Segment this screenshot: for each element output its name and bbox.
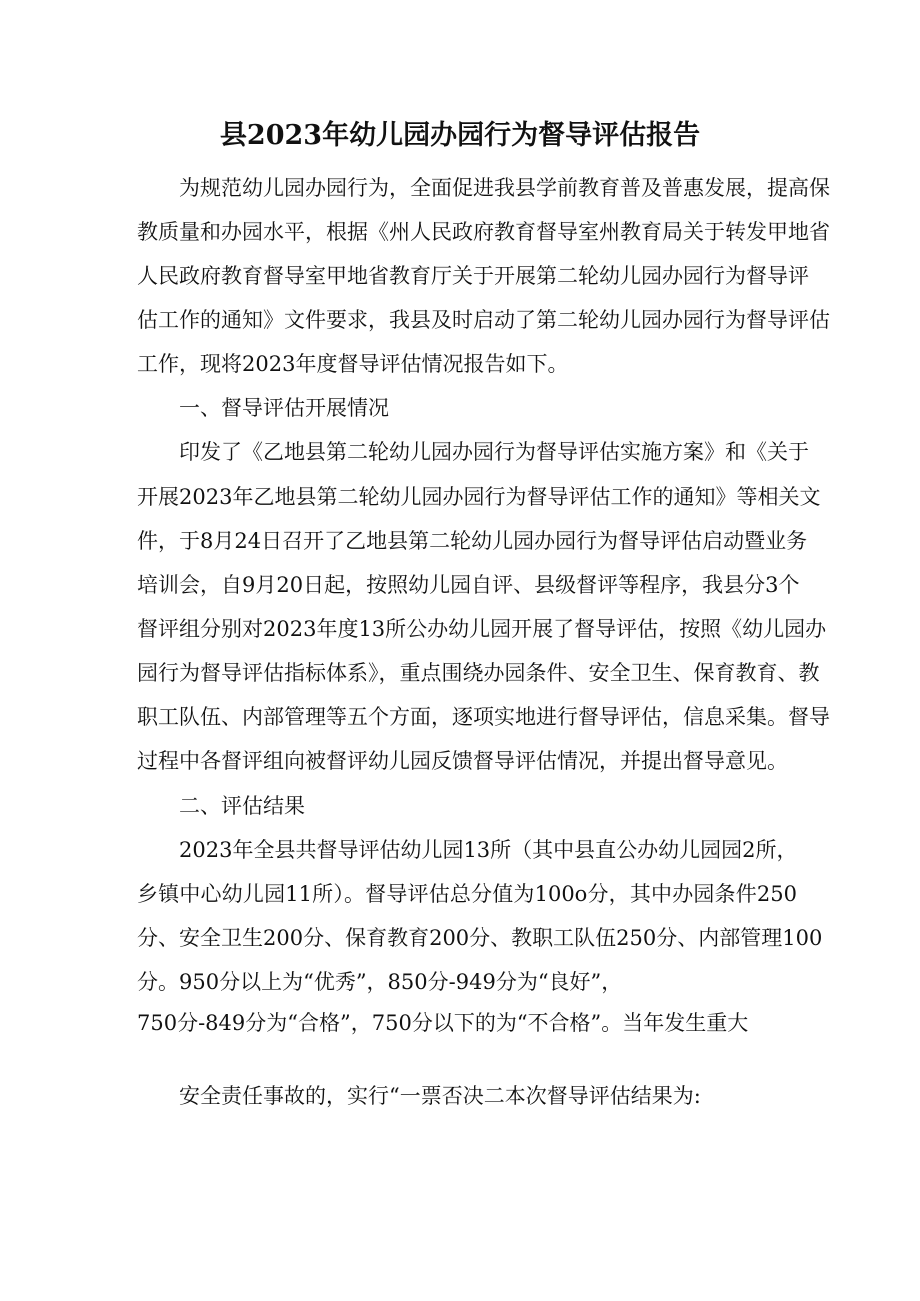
body-line: 工作，现将2023年度督导评估情况报告如下。 xyxy=(137,352,569,376)
body-line: 开展2023年乙地县第二轮幼儿园办园行为督导评估工作的通知》等相关文 xyxy=(137,485,821,509)
document-title: 县2023年幼儿园办园行为督导评估报告 xyxy=(219,120,701,151)
body-line: 分。950分以上为“优秀”，850分-949分为“良好”， xyxy=(137,970,623,994)
body-line: 为规范幼儿园办园行为，全面促进我县学前教育普及普惠发展，提高保 xyxy=(179,176,830,200)
body-line: 教质量和办园水平，根据《州人民政府教育督导室州教育局关于转发甲地省 xyxy=(137,220,830,244)
body-line: 2023年全县共督导评估幼儿园13所（其中县直公办幼儿园园2所， xyxy=(179,838,798,862)
body-line: 园行为督导评估指标体系》，重点围绕办园条件、安全卫生、保育教育、教 xyxy=(137,661,820,685)
body-line: 分、安全卫生200分、保育教育200分、教职工队伍250分、内部管理100 xyxy=(137,926,823,950)
body-line: 过程中各督评组向被督评幼儿园反馈督导评估情况，并提出督导意见。 xyxy=(137,749,788,773)
section-heading: 一、督导评估开展情况 xyxy=(179,396,389,420)
body-line: 乡镇中心幼儿园11所）。督导评估总分值为100o分，其中办园条件250 xyxy=(137,882,797,906)
body-line: 印发了《乙地县第二轮幼儿园办园行为督导评估实施方案》和《关于 xyxy=(179,440,809,464)
body-line: 培训会，自9月20日起，按照幼儿园自评、县级督评等程序，我县分3个 xyxy=(137,573,800,597)
body-line: 安全责任事故的，实行“一票否决二本次督导评估结果为: xyxy=(179,1084,701,1108)
body-line: 人民政府教育督导室甲地省教育厅关于开展第二轮幼儿园办园行为督导评 xyxy=(137,264,809,288)
body-line: 750分-849分为“合格”，750分以下的为“不合格”。当年发生重大 xyxy=(137,1011,749,1035)
body-line: 督评组分别对2023年度13所公办幼儿园开展了督导评估，按照《幼儿园办 xyxy=(137,617,827,641)
section-heading: 二、评估结果 xyxy=(179,794,305,818)
body-line: 估工作的通知》文件要求，我县及时启动了第二轮幼儿园办园行为督导评估 xyxy=(137,308,830,332)
body-line: 件，于8月24日召开了乙地县第二轮幼儿园办园行为督导评估启动暨业务 xyxy=(137,529,808,553)
body-line: 职工队伍、内部管理等五个方面，逐项实地进行督导评估，信息采集。督导 xyxy=(137,705,830,729)
